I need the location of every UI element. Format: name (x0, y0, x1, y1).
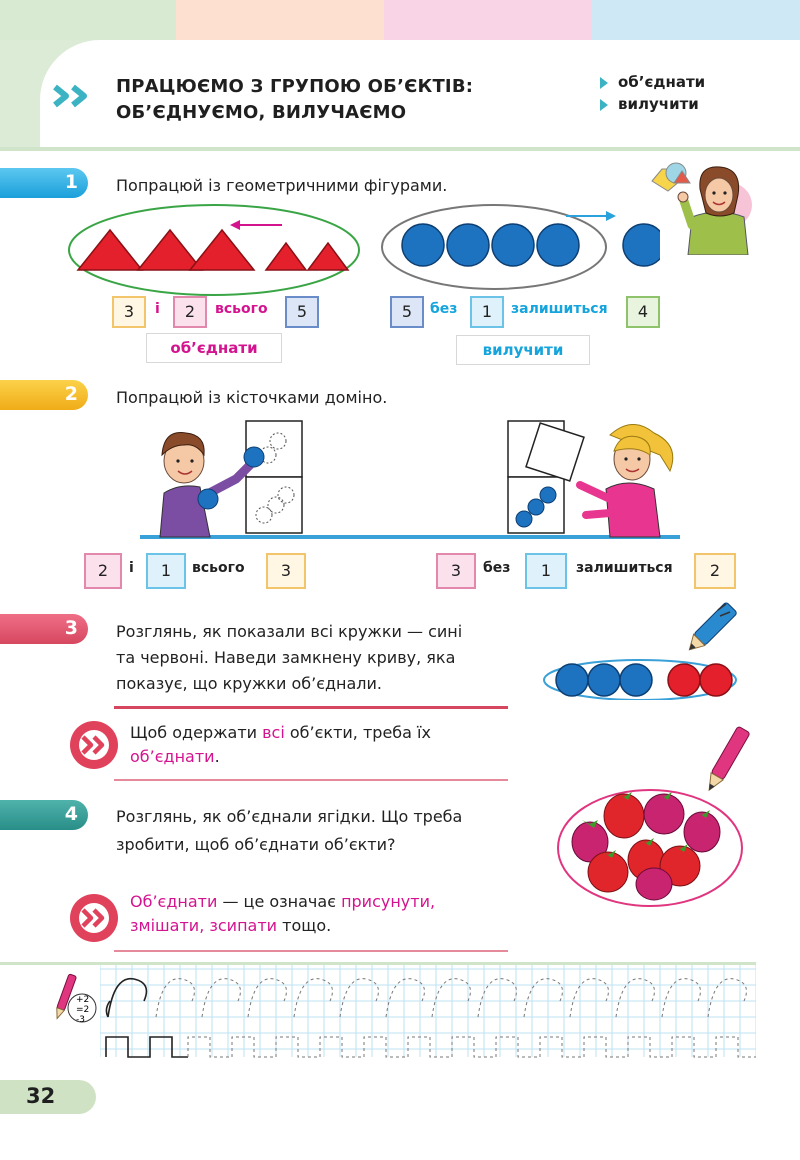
header-rule (0, 147, 800, 151)
number-box: 3 (112, 296, 146, 328)
operator-label: без (483, 560, 511, 576)
double-chevron-icon (52, 84, 96, 108)
keyword-label: об’єднати (618, 73, 706, 91)
operator-label: і (129, 560, 134, 576)
writing-grid (100, 965, 756, 1065)
task-instruction: Розглянь, як об’єднали ягідки. Що треба зробити, щоб об’єднати об’єкти? (116, 807, 463, 854)
keyword-item (600, 95, 699, 113)
keyword-item (600, 73, 705, 91)
page-number-badge (0, 1080, 96, 1114)
operator-label: без (430, 301, 458, 317)
double-chevron-icon (68, 892, 120, 944)
merge-label: об’єднати (146, 333, 282, 363)
page-title-line2: ОБ’ЄДНУЄМО, ВИЛУЧАЄМО (116, 102, 407, 123)
page-title-line1: ПРАЦЮЄМО З ГРУПОЮ ОБ’ЄКТІВ: (116, 76, 474, 97)
task-number-tab: 4 (0, 800, 88, 830)
section-rule (114, 950, 508, 952)
task-number-tab: 1 (0, 168, 88, 198)
remain-word: залишиться (511, 301, 608, 317)
svg-text:+2: +2 (76, 995, 90, 1005)
number-box: 1 (470, 296, 504, 328)
top-strip-green (0, 0, 176, 42)
result-box: 4 (626, 296, 660, 328)
arrow-icon (600, 99, 608, 111)
circles-illustration (540, 600, 745, 700)
keyword-label: вилучити (618, 95, 699, 113)
berries-illustration (552, 720, 752, 910)
svg-text:=2: =2 (76, 1005, 90, 1015)
total-word: всього (215, 301, 268, 317)
double-chevron-icon (68, 719, 120, 771)
page-number: 32 (26, 1084, 56, 1108)
number-box: 2 (84, 553, 122, 589)
section-rule (114, 779, 508, 781)
teacher-illustration (648, 155, 758, 255)
top-strip-pink (384, 0, 592, 42)
domino-illustration (140, 415, 680, 545)
top-strip-blue (592, 0, 800, 42)
pencil-math-icon (54, 972, 98, 1028)
top-strip-orange (176, 0, 384, 42)
task-number-tab: 2 (0, 380, 88, 410)
task-instruction: Розглянь, як показали всі кружки — сині та червоні. Наведи замкнену криву, яка показує, що кружки об’єднали. (116, 622, 463, 693)
task-number-tab: 3 (0, 614, 88, 644)
number-box: 2 (173, 296, 207, 328)
number-box: 1 (525, 553, 567, 589)
page-title (116, 74, 473, 126)
result-box: 2 (694, 553, 736, 589)
task-instruction: Попрацюй із геометричними фігурами. (116, 176, 448, 195)
remove-label: вилучити (456, 335, 590, 365)
remain-word: залишиться (576, 560, 673, 576)
tip-definition: Об’єднати — це означає присунути, змішати, зсипати тощо. (130, 892, 436, 935)
total-word: всього (192, 560, 245, 576)
number-box: 3 (436, 553, 476, 589)
tip-note: Щоб одержати всі об’єкти, треба їх об’єднати. (130, 723, 431, 766)
operator-label: і (155, 301, 160, 317)
number-box: 1 (146, 553, 186, 589)
section-rule (114, 706, 508, 709)
shapes-illustration (60, 200, 660, 300)
task-instruction: Попрацюй із кісточками доміно. (116, 388, 388, 407)
result-box: 5 (285, 296, 319, 328)
svg-text:-3: -3 (76, 1015, 85, 1025)
number-box: 5 (390, 296, 424, 328)
arrow-icon (600, 77, 608, 89)
result-box: 3 (266, 553, 306, 589)
